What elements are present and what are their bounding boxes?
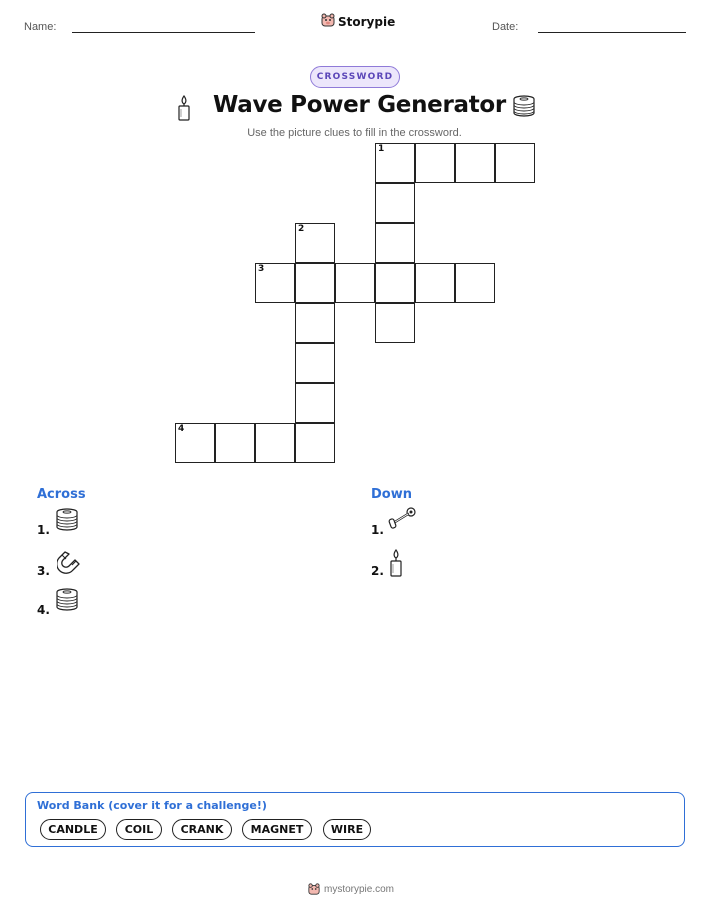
clue-number: 4. [37,603,50,617]
candle-icon [176,94,192,126]
grid-cell[interactable] [295,223,335,263]
grid-cell[interactable] [375,303,415,343]
grid-cell[interactable] [295,423,335,463]
grid-cell[interactable] [295,263,335,303]
grid-cell[interactable] [375,183,415,223]
coil-icon [55,587,79,617]
down-heading: Down [371,487,412,502]
storypie-mascot-icon [308,880,320,899]
clue-number: 4 [178,424,185,434]
grid-cell[interactable] [255,263,295,303]
clue-number: 2 [298,224,305,234]
word-bank-title: Word Bank (cover it for a challenge!) [37,799,267,812]
grid-cell[interactable] [295,383,335,423]
grid-cell[interactable] [215,423,255,463]
clue-number: 1. [371,523,384,537]
word-chip[interactable]: COIL [116,819,162,840]
grid-cell[interactable] [295,343,335,383]
grid-cell[interactable] [335,263,375,303]
grid-cell[interactable] [455,143,495,183]
footer [308,880,394,899]
storypie-mascot-icon [321,12,335,31]
clue-number: 1. [37,523,50,537]
candle-icon [388,548,404,582]
page-title: Wave Power Generator [213,92,506,118]
grid-cell[interactable] [255,423,295,463]
across-heading: Across [37,487,86,502]
grid-cell[interactable] [375,223,415,263]
grid-cell[interactable] [455,263,495,303]
clue-number: 3. [37,564,50,578]
word-chip[interactable]: CANDLE [40,819,106,840]
instructions: Use the picture clues to fill in the crossword. [247,127,462,139]
word-chip[interactable]: CRANK [172,819,232,840]
date-line[interactable] [538,32,686,33]
word-chip[interactable]: MAGNET [242,819,312,840]
grid-cell[interactable] [375,263,415,303]
brand-name: Storypie [338,14,396,29]
grid-cell[interactable] [415,143,455,183]
grid-cell[interactable] [415,263,455,303]
brand-logo [321,12,395,31]
word-bank [25,792,685,847]
grid-cell[interactable] [175,423,215,463]
date-label: Date: [492,21,519,33]
grid-cell[interactable] [295,303,335,343]
grid-cell[interactable] [375,143,415,183]
coil-icon [512,94,536,122]
crank-icon [387,506,417,534]
clue-number: 2. [371,564,384,578]
word-chip[interactable]: WIRE [323,819,371,840]
grid-cell[interactable] [495,143,535,183]
clue-number: 3 [258,264,265,274]
name-line[interactable] [72,32,255,33]
footer-url[interactable]: mystorypie.com [324,884,395,895]
name-label: Name: [24,21,57,33]
crossword-badge: CROSSWORD [310,66,400,88]
magnet-icon [57,548,83,578]
coil-icon [55,507,79,537]
clue-number: 1 [378,144,385,154]
